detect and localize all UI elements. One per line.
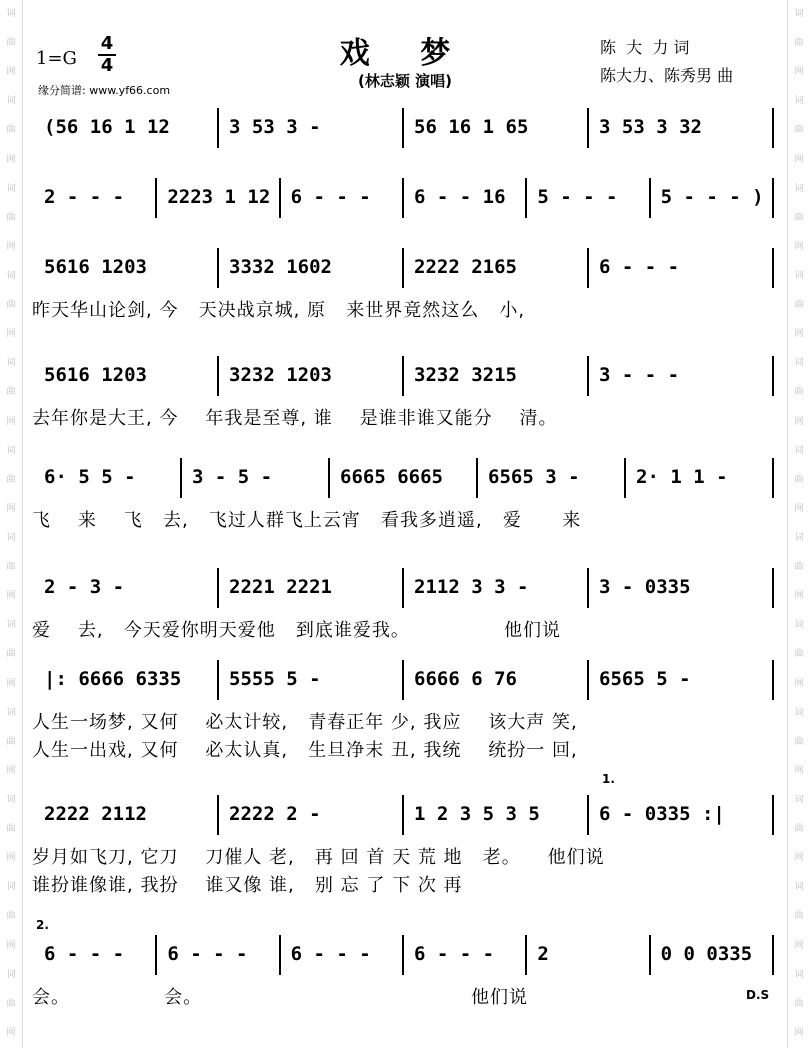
bar-line (217, 248, 219, 288)
bar-line (402, 935, 404, 975)
watermark-char: 曲 (6, 212, 16, 223)
watermark-char: 网 (794, 940, 804, 951)
watermark-char: 词 (794, 9, 804, 20)
bar-line (772, 178, 774, 218)
measure: 6 - - - (290, 943, 371, 965)
bar-line (180, 458, 182, 498)
measure: 3 53 3 - (229, 116, 321, 138)
watermark-char: 词 (6, 533, 16, 544)
bar-line (217, 795, 219, 835)
bar-line (772, 458, 774, 498)
watermark-char: 网 (6, 154, 16, 165)
measure: 2222 2112 (44, 803, 147, 825)
measure: 6· 5 5 - (44, 466, 136, 488)
bar-line (217, 660, 219, 700)
watermark-char: 词 (794, 271, 804, 282)
bar-line (772, 356, 774, 396)
measure: 6 - - - (44, 943, 125, 965)
watermark-char: 网 (6, 416, 16, 427)
bar-line (525, 178, 527, 218)
watermark-char: 网 (6, 591, 16, 602)
bar-line (402, 356, 404, 396)
watermark-char: 词 (794, 620, 804, 631)
bar-line (328, 458, 330, 498)
measure: 3 - - - (599, 364, 680, 386)
bar-line (587, 568, 589, 608)
watermark-char: 词 (6, 795, 16, 805)
watermark-char: 词 (6, 271, 16, 282)
watermark-char: 词 (6, 358, 16, 369)
measure: 3332 1602 (229, 256, 332, 278)
bar-line (402, 178, 404, 218)
lyric-line: 会。 会。 他们说 (32, 987, 528, 1008)
watermark-char: 曲 (6, 300, 16, 311)
watermark-char: 词 (794, 969, 804, 980)
site-credit: 缘分简谱: www.yf66.com (38, 84, 171, 97)
lyric-line: 岁月如飞刀, 它刀 刀催人 老, 再 回 首 天 荒 地 老。 他们说 (32, 847, 605, 868)
watermark-char: 曲 (6, 998, 16, 1009)
measure: 5555 5 - (229, 668, 321, 690)
measure: 2112 3 3 - (414, 576, 529, 598)
bar-line (476, 458, 478, 498)
watermark-char: 曲 (794, 562, 804, 573)
watermark-char: 词 (794, 358, 804, 369)
watermark-char: 词 (794, 445, 804, 456)
measure: 6 - - - (290, 186, 371, 208)
watermark-char: 曲 (794, 300, 804, 311)
watermark-char: 词 (794, 96, 804, 107)
watermark-char: 曲 (6, 387, 16, 398)
watermark-char: 词 (6, 620, 16, 631)
watermark-char: 网 (6, 67, 16, 78)
watermark-char: 词 (794, 882, 804, 893)
measure: 3232 3215 (414, 364, 517, 386)
watermark-char: 曲 (794, 736, 804, 747)
watermark-char: 词 (6, 183, 16, 194)
watermark-char: 词 (794, 533, 804, 544)
watermark-char: 词 (794, 707, 804, 718)
measure: 2222 2165 (414, 256, 517, 278)
bar-line (587, 660, 589, 700)
time-top: 4 (100, 33, 114, 54)
watermark-char: 曲 (6, 736, 16, 747)
watermark-char: 网 (794, 329, 804, 340)
watermark-char: 网 (794, 503, 804, 514)
bar-line (772, 795, 774, 835)
measure: 3 - 5 - (192, 466, 273, 488)
measure: 6 - - 16 (414, 186, 506, 208)
measure: 2 (537, 943, 549, 965)
ds-mark: D.S (746, 988, 770, 1002)
bar-line (402, 568, 404, 608)
measure: 5616 1203 (44, 364, 147, 386)
song-title: 戏 梦 (339, 36, 471, 71)
watermark-char: 网 (6, 329, 16, 340)
measure: 3 - 0335 (599, 576, 691, 598)
watermark-char: 词 (6, 882, 16, 893)
watermark-char: 曲 (794, 387, 804, 398)
lyric-line: 飞 来 飞 去, 飞过人群飞上云宵 看我多逍遥, 爱 来 (32, 510, 582, 531)
measure: 6 - - - (414, 943, 495, 965)
watermark-char: 曲 (794, 38, 804, 49)
measure: 2221 2221 (229, 576, 332, 598)
bar-line (279, 935, 281, 975)
watermark-char: 曲 (794, 649, 804, 660)
watermark-char: 网 (6, 940, 16, 951)
watermark-char: 词 (6, 969, 16, 980)
lyric-line: 谁扮谁像谁, 我扮 谁又像 谁, 别 忘 了 下 次 再 (32, 875, 463, 896)
watermark-char: 词 (6, 707, 16, 718)
measure: 0 0 0335 (660, 943, 753, 965)
watermark-char: 网 (794, 765, 804, 776)
measure: 2· 1 1 - (636, 466, 728, 488)
watermark-char: 网 (6, 1027, 16, 1038)
measure: 56 16 1 65 (414, 116, 529, 138)
watermark-char: 曲 (6, 38, 16, 49)
measure: 5 - - - (537, 186, 618, 208)
watermark-char: 曲 (794, 125, 804, 136)
watermark-char: 网 (6, 765, 16, 776)
measure: 6665 6665 (340, 466, 443, 488)
measure: 6 - - - (167, 943, 248, 965)
lyric-line: 人生一出戏, 又何 必太认真, 生旦净末 丑, 我统 统扮一 回, (32, 740, 578, 761)
bar-line (772, 660, 774, 700)
measure: 3232 1203 (229, 364, 332, 386)
bar-line (279, 178, 281, 218)
measure: 6 - - - (599, 256, 680, 278)
time-bottom: 4 (100, 55, 114, 76)
bar-line (649, 178, 651, 218)
watermark-char: 曲 (6, 824, 16, 835)
ending-2-mark: 2. (36, 918, 49, 932)
bar-line (402, 795, 404, 835)
bar-line (155, 935, 157, 975)
watermark-char: 网 (794, 241, 804, 252)
bar-line (525, 935, 527, 975)
watermark-char: 词 (794, 795, 804, 805)
lyric-line: 人生一场梦, 又何 必太计较, 青春正年 少, 我应 该大声 笑, (32, 712, 578, 733)
measure: 6 - 0335 :| (599, 803, 725, 825)
bar-line (772, 935, 774, 975)
bar-line (587, 356, 589, 396)
bar-line (217, 108, 219, 148)
measure: (56 16 1 12 (44, 116, 170, 138)
bar-line (772, 568, 774, 608)
watermark-char: 曲 (794, 998, 804, 1009)
bar-line (587, 248, 589, 288)
measure: 5616 1203 (44, 256, 147, 278)
watermark-char: 曲 (794, 474, 804, 485)
measure: 2222 2 - (229, 803, 321, 825)
watermark-char: 词 (6, 96, 16, 107)
bar-line (402, 108, 404, 148)
watermark-char: 网 (794, 678, 804, 689)
bar-line (587, 108, 589, 148)
watermark-char: 网 (794, 416, 804, 427)
lyric-line: 昨天华山论剑, 今 天决战京城, 原 来世界竟然这么 小, (32, 300, 526, 321)
watermark-char: 词 (794, 183, 804, 194)
watermark-char: 网 (6, 503, 16, 514)
watermark-char: 网 (794, 67, 804, 78)
bar-line (772, 248, 774, 288)
watermark-char: 曲 (6, 125, 16, 136)
watermark-char: 曲 (6, 562, 16, 573)
bar-line (155, 178, 157, 218)
bar-line (772, 108, 774, 148)
bar-line (402, 248, 404, 288)
lyric-line: 去年你是大王, 今 年我是至尊, 谁 是谁非谁又能分 清。 (32, 408, 558, 429)
watermark-char: 曲 (6, 911, 16, 922)
lyric-line: 爱 去, 今天爱你明天爱他 到底谁爱我。 他们说 (32, 620, 562, 641)
bar-line (217, 568, 219, 608)
watermark-char: 词 (6, 9, 16, 20)
watermark-char: 网 (794, 591, 804, 602)
bar-line (587, 795, 589, 835)
watermark-char: 曲 (6, 649, 16, 660)
watermark-char: 网 (6, 853, 16, 864)
measure: 1 2 3 5 3 5 (414, 803, 540, 825)
measure: 6565 3 - (488, 466, 580, 488)
measure: 2223 1 12 (167, 186, 271, 208)
singer-credit: (林志颖 演唱) (358, 72, 452, 90)
composer-credits: 陈 大 力 词 陈大力、陈秀男 曲 (600, 38, 734, 85)
measure: 5 - - - ) (660, 186, 764, 208)
watermark-char: 网 (794, 154, 804, 165)
watermark-char: 网 (6, 241, 16, 252)
watermark-char: 曲 (794, 911, 804, 922)
bar-line (649, 935, 651, 975)
bar-line (217, 356, 219, 396)
measure: 6666 6 76 (414, 668, 517, 690)
watermark-char: 词 (6, 445, 16, 456)
measure: 6565 5 - (599, 668, 691, 690)
measure: |: 6666 6335 (44, 668, 182, 690)
watermark-char: 网 (794, 853, 804, 864)
key-signature: 1=G (36, 48, 77, 69)
bar-line (624, 458, 626, 498)
watermark-char: 网 (794, 1027, 804, 1038)
watermark-char: 网 (6, 678, 16, 689)
watermark-char: 曲 (794, 212, 804, 223)
bar-line (402, 660, 404, 700)
watermark-char: 曲 (6, 474, 16, 485)
ending-1-mark: 1. (602, 772, 615, 786)
measure: 2 - 3 - (44, 576, 125, 598)
watermark-char: 曲 (794, 824, 804, 835)
measure: 2 - - - (44, 186, 125, 208)
measure: 3 53 3 32 (599, 116, 702, 138)
